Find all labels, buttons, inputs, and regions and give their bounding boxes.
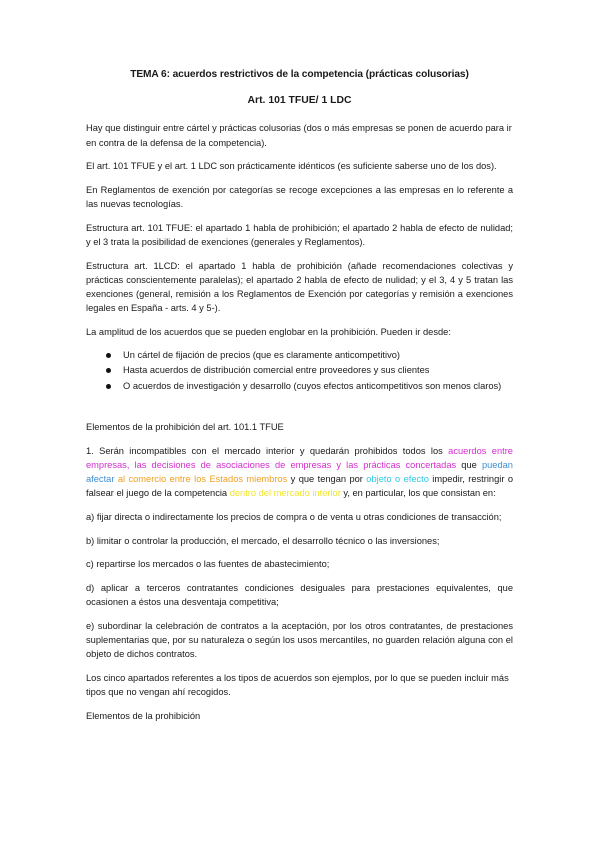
item-e: e) subordinar la celebración de contratos a la aceptación, por los otros contratantes, de prestaciones suplementarias que, por su naturaleza o según los usos mercantiles, no guarden relación alguna con el objeto de dichos contratos. bbox=[86, 620, 513, 660]
bullet-icon bbox=[106, 384, 111, 389]
highlight-puedan-afectar: puedan afectar bbox=[86, 459, 513, 484]
closing-heading: Elementos de la prohibición bbox=[86, 710, 201, 721]
item-a: a) fijar directa o indirectamente los precios de compra o de venta u otras condiciones de transacción; bbox=[86, 511, 502, 522]
paragraph-cartel: Hay que distinguir entre cártel y prácticas colusorias (dos o más empresas se ponen de acuerdo para ir en contra de la defensa de la competencia). bbox=[86, 123, 512, 148]
closing-paragraph: Los cinco apartados referentes a los tipos de acuerdos son ejemplos, por lo que se pueden incluir más tipos que no vengan ahí recogidos. bbox=[86, 672, 509, 698]
list-item: O acuerdos de investigación y desarrollo (cuyos efectos anticompetitivos son menos claros) bbox=[106, 379, 513, 393]
highlight-comercio: al comercio entre los Estados miembros bbox=[117, 473, 288, 484]
highlight-acuerdos: acuerdos entre empresas, las decisiones de asociaciones de empresas y las prácticas concertadas bbox=[86, 445, 513, 470]
paragraph-estructura-ldc: Estructura art. 1LCD: el apartado 1 habla de prohibición (añade recomendaciones colectivas y prácticas conscientemente paralelas); el apartado 2 habla de efecto de nulidad; y el 3, 4 y 5 tratan las exenciones (general, remisión a los Reglamentos de Exención por categorías y remisión a exenciones legales en España - arts. 4 y 5-). bbox=[86, 260, 513, 314]
bullet-icon bbox=[106, 353, 111, 358]
document-title: TEMA 6: acuerdos restrictivos de la competencia (prácticas colusorias) bbox=[130, 69, 469, 80]
section-heading: Elementos de la prohibición del art. 101.1 TFUE bbox=[86, 421, 284, 432]
item-d: d) aplicar a terceros contratantes condiciones desiguales para prestaciones equivalentes, que ocasionen a éstos una desventaja competitiva; bbox=[86, 582, 513, 608]
item-c: c) repartirse los mercados o las fuentes de abastecimiento; bbox=[86, 559, 330, 570]
article-paragraph: 1. Serán incompatibles con el mercado interior y quedarán prohibidos todos los acuerdos entre empresas, las decisiones de asociaciones de empresas y las prácticas concertadas que puedan afectar al comercio entre los Estados miembros y que tengan por objeto o efecto impedir, restringir o falsear el juego de la competencia dentro del mercado interior y, en particular, los que consistan en: bbox=[86, 445, 513, 499]
highlight-objeto-efecto: objeto o efecto bbox=[366, 473, 429, 484]
highlight-mercado-interior: dentro del mercado interior bbox=[229, 488, 341, 499]
section-spacer bbox=[86, 402, 513, 420]
list-item: Un cártel de fijación de precios (que es claramente anticompetitivo) bbox=[106, 348, 513, 362]
paragraph-art-identicos: El art. 101 TFUE y el art. 1 LDC son prácticamente idénticos (es suficiente saberse uno de los dos). bbox=[86, 161, 497, 172]
paragraph-estructura-tfue: Estructura art. 101 TFUE: el apartado 1 habla de prohibición; el apartado 2 habla de efecto de nulidad; y el 3 trata la posibilidad de exenciones (generales y Reglamentos). bbox=[86, 222, 513, 248]
list-item: Hasta acuerdos de distribución comercial entre proveedores y sus clientes bbox=[106, 363, 513, 377]
bullet-list bbox=[86, 348, 513, 393]
paragraph-reglamentos: En Reglamentos de exención por categorías se recoge excepciones a las empresas en lo referente a las nuevas tecnologías. bbox=[86, 185, 513, 210]
bullet-icon bbox=[106, 368, 111, 373]
document-subtitle: Art. 101 TFUE/ 1 LDC bbox=[247, 95, 352, 107]
item-b: b) limitar o controlar la producción, el mercado, el desarrollo técnico o las inversiones; bbox=[86, 535, 440, 546]
paragraph-amplitud: La amplitud de los acuerdos que se pueden englobar en la prohibición. Pueden ir desde: bbox=[86, 327, 451, 338]
